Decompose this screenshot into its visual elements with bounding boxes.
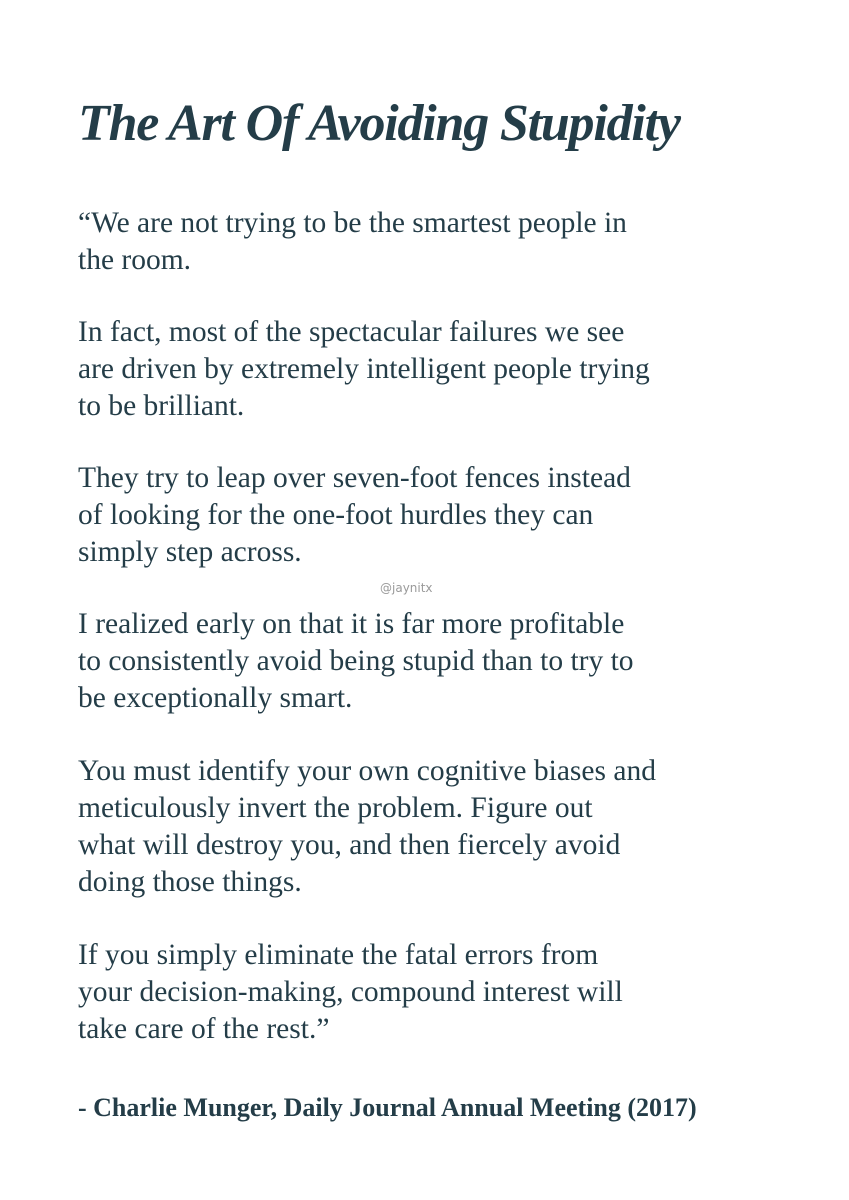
quote-line: doing those things. <box>78 866 302 898</box>
quote-line: You must identify your own cognitive biases and <box>78 755 656 787</box>
quote-line: They try to leap over seven-foot fences instead <box>78 462 631 494</box>
quote-attribution: - Charlie Munger, Daily Journal Annual Meeting (2017) <box>78 1093 697 1122</box>
quote-line: “We are not trying to be the smartest people in <box>78 207 627 239</box>
quote-line: are driven by extremely intelligent people trying <box>78 353 650 385</box>
quote-line: If you simply eliminate the fatal errors from <box>78 939 599 971</box>
quote-line: take care of the rest.” <box>78 1013 330 1045</box>
quote-line: I realized early on that it is far more profitable <box>78 608 625 640</box>
quote-paragraph-2 <box>78 314 650 425</box>
quote-paragraph-6 <box>78 937 623 1048</box>
quote-line: be exceptionally smart. <box>78 682 353 714</box>
quote-page <box>78 0 818 1200</box>
quote-line: of looking for the one-foot hurdles they can <box>78 499 594 531</box>
quote-line: simply step across. <box>78 536 302 568</box>
quote-line: your decision-making, compound interest will <box>78 976 623 1008</box>
quote-paragraph-4 <box>78 606 634 717</box>
quote-line: what will destroy you, and then fiercely avoid <box>78 829 621 861</box>
quote-paragraph-1 <box>78 205 627 279</box>
page-title: The Art Of Avoiding Stupidity <box>78 95 680 152</box>
watermark: @jaynitx <box>380 581 433 595</box>
quote-line: meticulously invert the problem. Figure out <box>78 792 593 824</box>
quote-line: the room. <box>78 244 192 276</box>
quote-line: to be brilliant. <box>78 390 245 422</box>
quote-line: to consistently avoid being stupid than to try to <box>78 645 634 677</box>
quote-paragraph-3 <box>78 460 631 571</box>
quote-paragraph-5 <box>78 753 656 901</box>
quote-line: In fact, most of the spectacular failures we see <box>78 316 625 348</box>
